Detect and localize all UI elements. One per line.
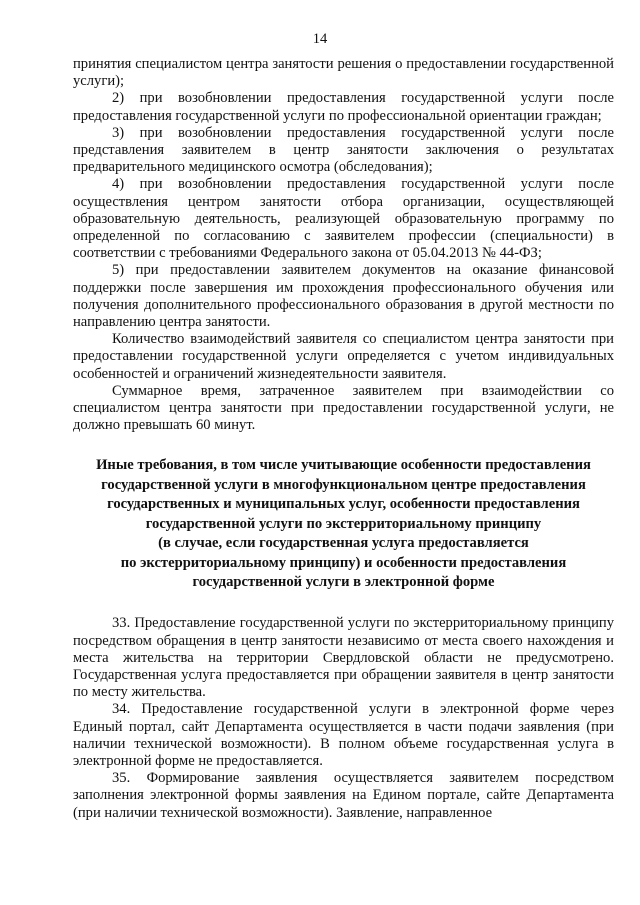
section-heading xyxy=(73,456,614,592)
paragraph-total-time: Суммарное время, затраченное заявителем при взаимодействии со специалистом центра занятости при предоставлении государственной услуги, не должно превышать 60 минут. xyxy=(73,382,614,434)
paragraph-35: 35. Формирование заявления осуществляется заявителем посредством заполнения электронной формы заявления на Едином портале, сайте Департамента (при наличии технической возможности). Заявление, направленное xyxy=(73,770,614,821)
heading-line: государственной услуги в многофункциональном центре предоставления xyxy=(101,476,586,493)
page-number: 14 xyxy=(312,31,328,47)
paragraphs-bottom xyxy=(73,615,614,821)
paragraph-34: 34. Предоставление государственной услуги в электронной форме через Единый портал, сайт Департамента осуществляется в части подачи заявления (при наличии технической возможности). В полном объеме государственная услуга в электронной форме не предоставляется. xyxy=(73,701,614,769)
paragraph-item-3: 3) при возобновлении предоставления государственной услуги после представления заявителем в центр занятости заключения о результатах предварительного медицинского осмотра (обследования); xyxy=(73,124,614,176)
heading-line: государственных и муниципальных услуг, особенности предоставления xyxy=(107,496,580,513)
heading-line: (в случае, если государственная услуга предоставляется xyxy=(158,535,529,552)
heading-line: государственной услуги в электронной форме xyxy=(192,573,495,590)
heading-line: по экстерриториальному принципу) и особенности предоставления xyxy=(120,554,567,571)
paragraph-33: 33. Предоставление государственной услуги по экстерриториальному принципу посредством обращения в центр занятости независимо от места своего нахождения и места жительства на территории Свердловской области не предусмотрено. Государственная услуга предоставляется при обращении заявителя в центр занятости по месту жительства. xyxy=(73,615,614,701)
heading-line: государственной услуги по экстерриториальному принципу xyxy=(145,515,542,532)
paragraph-item-4: 4) при возобновлении предоставления государственной услуги после осуществления центром занятости отбора организации, осуществляющей образовательную деятельность, реализующей образовательную программу по определенной по согласованию с заявителем профессии (специальности) в соответствии с требованиями Федерального закона от 05.04.2013 № 44-ФЗ; xyxy=(73,176,614,262)
paragraph-interactions-count: Количество взаимодействий заявителя со специалистом центра занятости при предоставлении государственной услуги определяется с учетом индивидуальных особенностей и ограничений жизнедеятельности заявителя. xyxy=(73,331,614,382)
document-body xyxy=(73,56,614,822)
paragraph-continuation: принятия специалистом центра занятости решения о предоставлении государственной услуги); xyxy=(73,56,614,90)
paragraph-item-5: 5) при предоставлении заявителем документов на оказание финансовой поддержки после завершения им прохождения профессионального обучения или получения дополнительного профессионального образования в другой местности по направлению центра занятости. xyxy=(73,262,614,331)
paragraph-item-2: 2) при возобновлении предоставления государственной услуги после предоставления государственной услуги по профессиональной ориентации граждан; xyxy=(73,90,614,124)
heading-line: Иные требования, в том числе учитывающие особенности предоставления xyxy=(96,457,591,474)
paragraphs-top xyxy=(73,56,614,434)
